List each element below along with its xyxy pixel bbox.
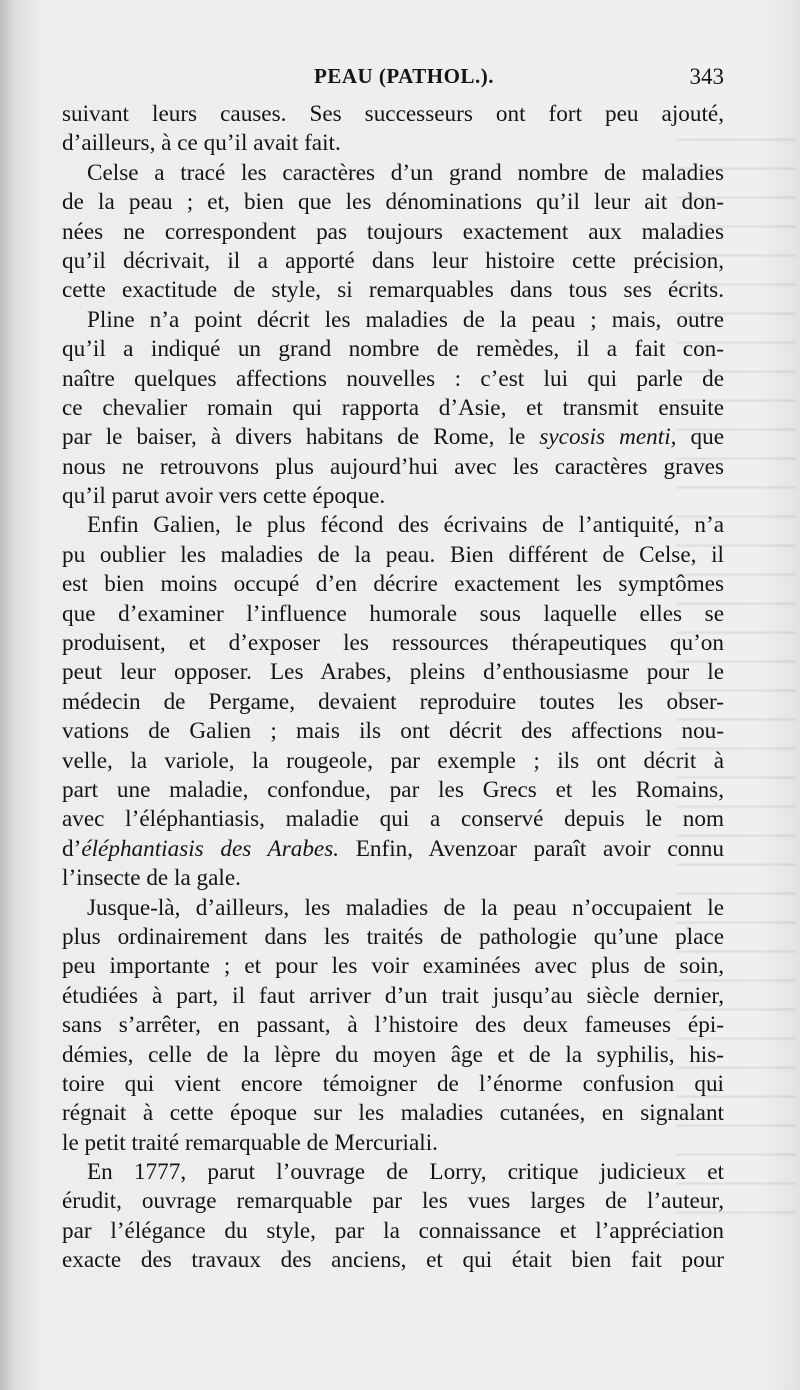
text-fragment: par le baiser, à divers habitans de Rome, le [62,424,540,451]
text-line: qu’il parut avoir vers cette époque. [62,483,386,510]
text-fragment: que [676,424,724,451]
body-text [62,100,724,1276]
text-line: est bien moins occupé d’en décrire exactement les symptômes [62,571,724,598]
text-line: que d’examiner l’influence humorale sous laquelle elles se [62,600,724,627]
text-line: Celse a tracé les caractères d’un grand nombre de maladies [87,159,724,186]
text-line: médecin de Pergame, devaient reproduire toutes les obser- [62,688,724,715]
text-line: toire qui vient encore témoigner de l’énorme confusion qui [62,1070,724,1097]
text-line: peu importante ; et pour les voir examinées avec plus de soin, [62,953,724,980]
text-line: de la peau ; et, bien que les dénominations qu’il leur ait don- [62,189,724,216]
text-line: part une maladie, confondue, par les Grecs et les Romains, [62,776,724,803]
text-line: nous ne retrouvons plus aujourd’hui avec les caractères graves [62,453,724,480]
text-fragment: d’ [62,835,82,862]
text-line: velle, la variole, la rougeole, par exemple ; ils ont décrit à [62,747,724,774]
text-line: qu’il décrivait, il a apporté dans leur histoire cette précision, [62,247,724,274]
text-line [62,835,724,864]
text-line: d’ailleurs, à ce qu’il avait fait. [62,130,341,157]
text-line: produisent, et d’exposer les ressources thérapeutiques qu’on [62,630,724,657]
text-line: plus ordinairement dans les traités de pathologie qu’une place [62,923,724,950]
text-line [62,423,724,452]
text-line: Jusque-là, d’ailleurs, les maladies de la peau n’occupaient le [87,894,724,921]
text-fragment: Enfin, Avenzoar paraît avoir connu [339,835,724,862]
text-line: pu oublier les maladies de la peau. Bien différent de Celse, il [62,541,724,568]
italic-term: sycosis menti, [539,424,677,451]
text-line: Pline n’a point décrit les maladies de la peau ; mais, outre [87,306,724,333]
text-line: naître quelques affections nouvelles : c’est lui qui parle de [62,365,724,392]
text-line: le petit traité remarquable de Mercuriali. [62,1129,438,1156]
text-line: sans s’arrêter, en passant, à l’histoire des deux fameuses épi- [62,1012,724,1039]
text-line: l’insecte de la gale. [62,865,241,892]
running-title: PEAU (PATHOL.). [314,64,494,88]
page-header [62,64,724,94]
text-line: En 1777, parut l’ouvrage de Lorry, critique judicieux et [87,1159,724,1186]
text-line: vations de Galien ; mais ils ont décrit des affections nou- [62,718,724,745]
text-line: régnait à cette époque sur les maladies cutanées, en signalant [62,1100,724,1127]
text-line: avec l’éléphantiasis, maladie qui a conservé depuis le nom [62,806,724,833]
text-line: étudiées à part, il faut arriver d’un trait jusqu’au siècle dernier, [62,982,724,1009]
text-line: peut leur opposer. Les Arabes, pleins d’enthousiasme pour le [62,659,724,686]
text-line: par l’élégance du style, par la connaissance et l’appréciation [62,1217,724,1244]
text-line: ce chevalier romain qui rapporta d’Asie, et transmit ensuite [62,394,724,421]
text-line: démies, celle de la lèpre du moyen âge et de la syphilis, his- [62,1041,724,1068]
text-line: Enfin Galien, le plus fécond des écrivains de l’antiquité, n’a [87,512,724,539]
text-line: cette exactitude de style, si remarquables dans tous ses écrits. [62,277,724,304]
text-line: qu’il a indiqué un grand nombre de remèdes, il a fait con- [62,336,724,363]
text-line: exacte des travaux des anciens, et qui était bien fait pour [62,1247,724,1274]
italic-term: éléphantiasis des Arabes. [81,835,340,862]
text-line: érudit, ouvrage remarquable par les vues larges de l’auteur, [62,1188,724,1215]
text-line: nées ne correspondent pas toujours exactement aux maladies [62,218,724,245]
page-number: 343 [689,64,724,89]
text-line: suivant leurs causes. Ses successeurs ont fort peu ajouté, [62,101,724,127]
